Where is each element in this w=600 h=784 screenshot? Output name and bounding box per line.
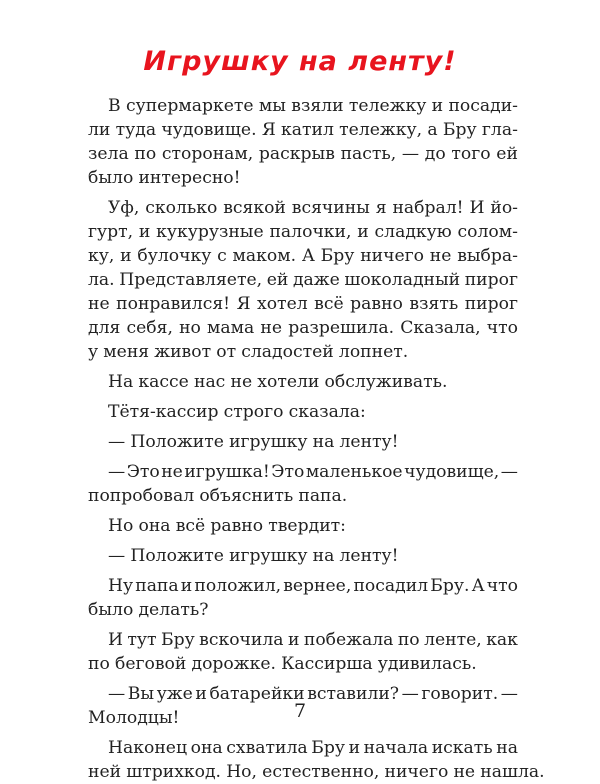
chapter-title: Игрушку на ленту! xyxy=(143,46,457,77)
text-line: Наконец она схватила Бру и начала искать на xyxy=(108,738,518,758)
paragraph xyxy=(88,94,518,190)
text-line: ли туда чудовище. Я катил тележку, а Бру гла- xyxy=(88,120,518,140)
paragraph xyxy=(88,460,518,508)
paragraph xyxy=(88,370,518,394)
text-line: Уф, сколько всякой всячины я набрал! И йо- xyxy=(108,198,518,218)
text-line: — Положите игрушку на ленту! xyxy=(108,546,399,566)
text-line: На кассе нас не хотели обслуживать. xyxy=(108,372,448,392)
body-text xyxy=(88,94,545,784)
text-line: ку, и булочку с маком. А Бру ничего не выбра- xyxy=(88,246,518,266)
text-line: ней штрихкод. Но, естественно, ничего не нашла. xyxy=(88,762,545,782)
paragraph xyxy=(88,574,518,622)
text-line: Ну папа и положил, вернее, посадил Бру. А что xyxy=(108,576,518,596)
text-line: И тут Бру вскочила и побежала по ленте, как xyxy=(108,630,518,650)
text-line: — Вы уже и батарейки вставили? — говорит. — xyxy=(108,684,518,704)
text-line: было интересно! xyxy=(88,168,241,188)
paragraph xyxy=(88,514,518,538)
paragraph xyxy=(88,628,518,676)
text-line: Но она всё равно твердит: xyxy=(108,516,346,536)
text-line: зела по сторонам, раскрыв пасть, — до того ей xyxy=(88,144,518,164)
text-line: Молодцы! xyxy=(88,708,180,728)
text-line: для себя, но мама не разрешила. Сказала, что xyxy=(88,318,518,338)
text-line: не понравился! Я хотел всё равно взять пирог xyxy=(88,294,518,314)
text-line: гурт, и кукурузные палочки, и сладкую солом- xyxy=(88,222,518,242)
text-line: Тётя-кассир строго сказала: xyxy=(108,402,366,422)
paragraph xyxy=(88,196,518,364)
text-line: по беговой дорожке. Кассирша удивилась. xyxy=(88,654,477,674)
paragraph xyxy=(88,736,545,784)
text-line: — Положите игрушку на ленту! xyxy=(108,432,399,452)
text-line: В супермаркете мы взяли тележку и посади- xyxy=(108,96,518,116)
paragraph xyxy=(88,430,518,454)
text-line: у меня живот от сладостей лопнет. xyxy=(88,342,409,362)
page-number: 7 xyxy=(293,700,307,722)
paragraph xyxy=(88,544,518,568)
paragraph xyxy=(88,400,518,424)
text-line: ла. Представляете, ей даже шоколадный пирог xyxy=(88,270,518,290)
text-line: было делать? xyxy=(88,600,209,620)
text-line: попробовал объяснить папа. xyxy=(88,486,348,506)
text-line: — Это не игрушка! Это маленькое чудовище, — xyxy=(108,462,518,482)
